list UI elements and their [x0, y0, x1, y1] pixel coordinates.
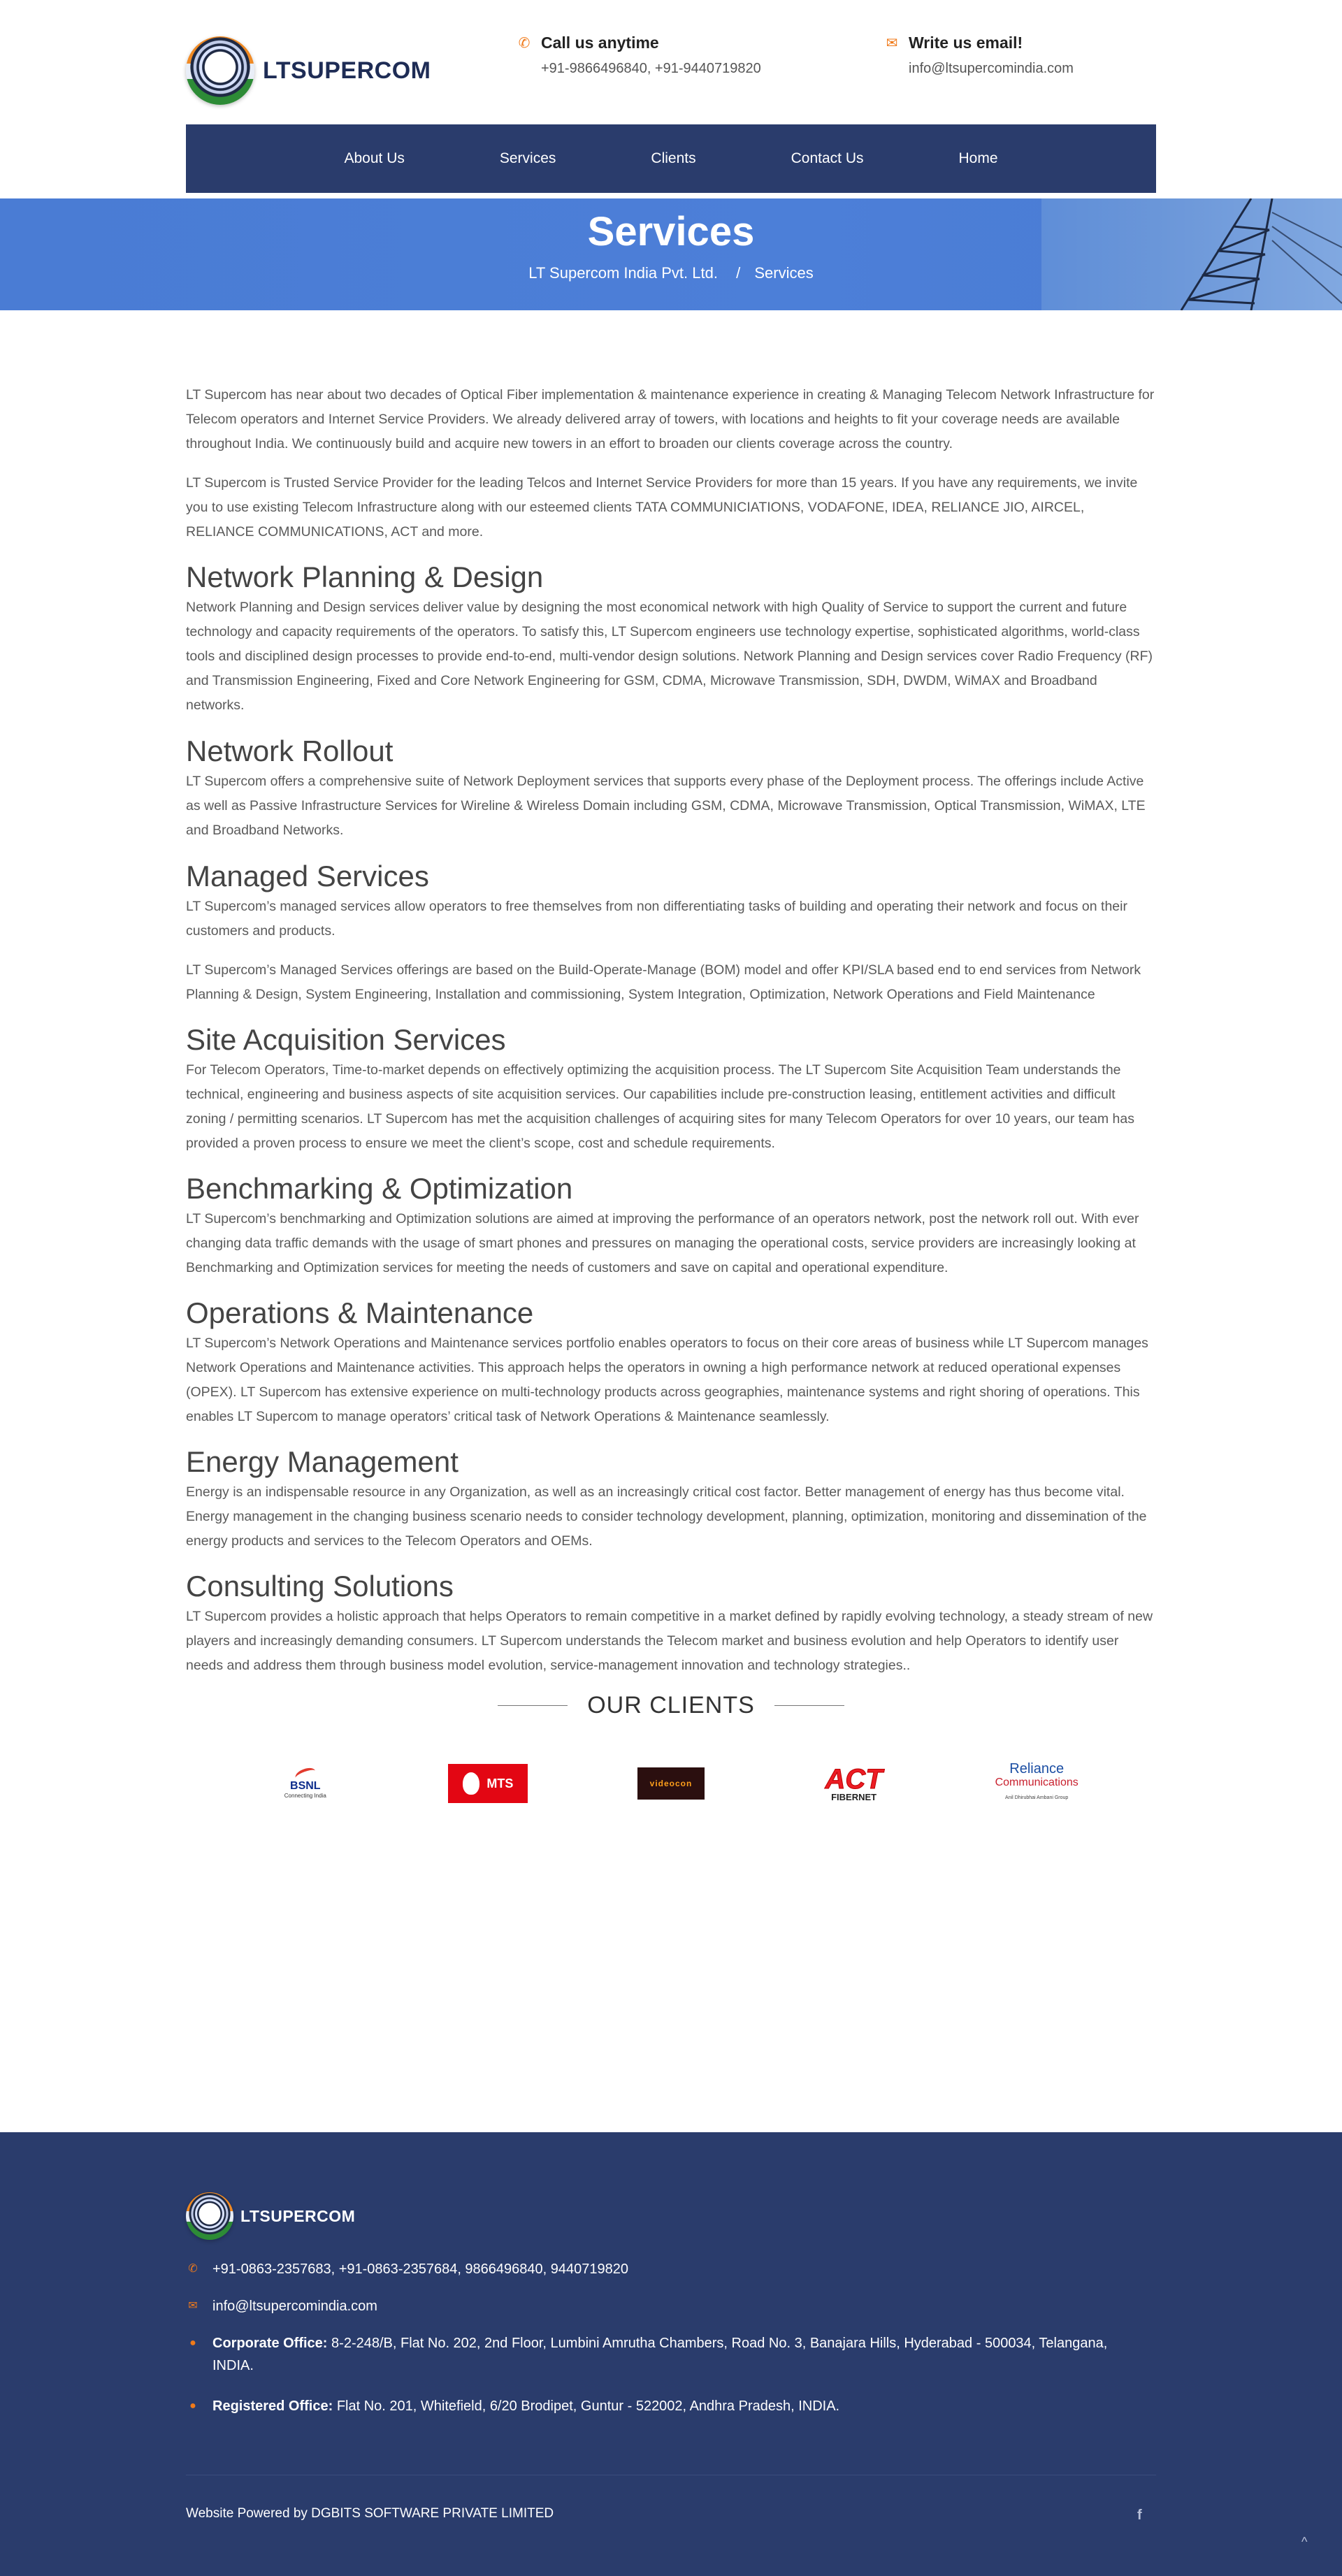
client-logo-videocon[interactable]: [629, 1761, 713, 1806]
section-heading: Benchmarking & Optimization: [186, 1172, 573, 1205]
call-title: Call us anytime: [541, 34, 659, 52]
clients-logos: [186, 1761, 1156, 1806]
nav-home[interactable]: Home: [958, 150, 998, 166]
clients-title: OUR CLIENTS: [587, 1692, 755, 1718]
reliance-group: Anil Dhirubhai Ambani Group: [1005, 1795, 1069, 1800]
brand-name: LTSUPERCOM: [263, 57, 431, 84]
site-footer: [0, 2132, 1342, 2576]
section-paragraph: LT Supercom provides a holistic approach that helps Operators to remain competitive in a market defined by rapidly evolving technology, a steady stream of new players and increasingly demanding consumers. LT Supercom understands the Telecom market and business evolution and help Operators to identify user needs and address them through business model evolution, service-management innovation and technology strategies..: [186, 1609, 1153, 1673]
map-marker-icon: ●: [189, 2400, 196, 2412]
nav-contact-us[interactable]: Contact Us: [791, 150, 864, 166]
site-header: [186, 0, 1156, 124]
heading-rule: [774, 1705, 844, 1706]
footer-email-address[interactable]: info@ltsupercomindia.com: [212, 2299, 377, 2314]
phone-icon: ✆: [518, 36, 531, 51]
intro-paragraph: LT Supercom is Trusted Service Provider for the leading Telcos and Internet Service Providers for more than 15 years. If you have any requirements, we invite you to use existing Telecom Infrastructure along with our esteemed clients TATA COMMUNICIATIONS, VODAFONE, IDEA, RELIANCE JIO, AIRCEL, RELIANCE COMMUNICATIONS, ACT and more.: [186, 475, 1138, 540]
footer-registered-office: [186, 2395, 1156, 2417]
footer-phone-numbers: +91-0863-2357683, +91-0863-2357684, 9866496840, 9440719820: [212, 2262, 628, 2277]
envelope-icon: ✉: [886, 36, 898, 51]
footer-brand-name: LTSUPERCOM: [240, 2206, 356, 2225]
facebook-icon[interactable]: f: [1137, 2508, 1142, 2523]
breadcrumb-current: Services: [754, 264, 814, 282]
bsnl-name: BSNL: [290, 1779, 321, 1792]
logo-emblem-icon: [186, 36, 254, 105]
section-heading: Operations & Maintenance: [186, 1296, 534, 1329]
footer-corporate-office: [186, 2332, 1156, 2377]
clients-heading: [186, 1692, 1156, 1719]
section-paragraph: Energy is an indispensable resource in any Organization, as well as an increasingly critical cost factor. Better management of energy has thus become vital. Energy management in the changing business scenario needs to consider technology development, planning, optimization, monitoring and dissemination of the energy products and services to the Telecom Operators and OEMs.: [186, 1484, 1147, 1549]
reliance-communications: Communications: [995, 1777, 1078, 1788]
breadcrumb-home-link[interactable]: LT Supercom India Pvt. Ltd.: [528, 264, 718, 282]
footer-logo[interactable]: [186, 2192, 355, 2240]
main-content: [186, 310, 1156, 1806]
page-banner: [0, 198, 1342, 310]
client-logo-bsnl[interactable]: [264, 1761, 347, 1806]
registered-label: Registered Office:: [212, 2398, 333, 2414]
section-heading: Consulting Solutions: [186, 1570, 454, 1602]
breadcrumb-separator: /: [736, 264, 741, 282]
client-logo-act[interactable]: [812, 1761, 896, 1806]
section-paragraph: For Telecom Operators, Time-to-market depends on effectively optimizing the acquisition process. The LT Supercom Site Acquisition Team understands the technical, engineering and business aspects of site acquisition services. Our capabilities include pre-construction leasing, entitlement activities and difficult zoning / permitting scenarios. LT Supercom has met the acquisition challenges of acquiring sites for many Telecom Operators for over 10 years, our team has provided a proven process to ensure we meet the client’s scope, cost and schedule requirements.: [186, 1062, 1135, 1151]
section-paragraph: LT Supercom’s Network Operations and Maintenance services portfolio enables operators to focus on their core areas of business while LT Supercom manages Network Operations and Maintenance activities. This approach helps the operators in owning a high performance network at reduced operational expenses (OPEX). LT Supercom has extensive experience on multi-technology products across geographies, maintenance systems and right shoring of operations. This enables LT Supercom to manage operators’ critical task of Network Operations & Maintenance seamlessly.: [186, 1336, 1148, 1424]
section-paragraph: LT Supercom’s managed services allow operators to free themselves from non differentiating tasks of building and operating their network and focus on their customers and products.: [186, 899, 1127, 939]
heading-rule: [498, 1705, 568, 1706]
section-paragraph: LT Supercom’s Managed Services offerings are based on the Build-Operate-Manage (BOM) model and offer KPI/SLA based end to end services from Network Planning & Design, System Engineering, Installation and commissioning, System Integration, Optimization, Network Operations and Field Maintenance: [186, 962, 1141, 1002]
footer-phones: [186, 2258, 1156, 2280]
bsnl-tagline: Connecting India: [284, 1792, 326, 1799]
section-heading: Managed Services: [186, 860, 429, 892]
client-logo-mts[interactable]: [446, 1761, 530, 1806]
email-title: Write us email!: [909, 34, 1023, 52]
section-heading: Site Acquisition Services: [186, 1023, 506, 1056]
call-numbers: +91-9866496840, +91-9440719820: [541, 61, 761, 76]
section-heading: Network Rollout: [186, 735, 394, 767]
intro-paragraph: LT Supercom has near about two decades of Optical Fiber implementation & maintenance experience in creating & Managing Telecom Network Infrastructure for Telecom operators and Internet Service Providers. We already delivered array of towers, with locations and heights to fit your coverage needs are available throughout India. We continuously build and acquire new towers in an effort to broaden our clients coverage across the country.: [186, 387, 1155, 451]
map-marker-icon: ●: [189, 2337, 196, 2349]
registered-address: Flat No. 201, Whitefield, 6/20 Brodipet, Guntur - 522002, Andhra Pradesh, INDIA.: [336, 2398, 840, 2414]
client-logo-reliance[interactable]: [995, 1761, 1078, 1806]
chevron-up-icon[interactable]: ^: [1301, 2535, 1308, 2549]
site-logo[interactable]: [186, 36, 431, 105]
page-title: Services: [587, 209, 755, 254]
nav-about-us[interactable]: About Us: [344, 150, 405, 166]
section-heading: Energy Management: [186, 1445, 459, 1478]
mts-egg-icon: [463, 1772, 479, 1795]
nav-clients[interactable]: Clients: [651, 150, 696, 166]
nav-services[interactable]: Services: [499, 150, 556, 166]
email-address[interactable]: info@ltsupercomindia.com: [909, 61, 1074, 76]
main-nav: [186, 124, 1156, 193]
reliance-name: Reliance: [1009, 1761, 1065, 1777]
section-paragraph: LT Supercom offers a comprehensive suite of Network Deployment services that supports every phase of the Deployment process. The offerings include Active as well as Passive Infrastructure Services for Wireline & Wireless Domain including GSM, CDMA, Microwave Transmission, Optical Transmission, WiMAX, LTE and Broadband Networks.: [186, 774, 1146, 838]
corporate-address: 8-2-248/B, Flat No. 202, 2nd Floor, Lumbini Amrutha Chambers, Road No. 3, Banajara Hills, Hyderabad - 500034, Telangana, INDIA.: [212, 2336, 1108, 2373]
footer-email: [186, 2295, 1156, 2317]
videocon-name: videocon: [637, 1767, 705, 1800]
section-heading: Network Planning & Design: [186, 560, 544, 593]
corporate-label: Corporate Office:: [212, 2336, 328, 2351]
mts-name: MTS: [486, 1776, 514, 1790]
act-name: ACT: [825, 1763, 883, 1795]
phone-icon: ✆: [188, 2263, 198, 2275]
envelope-icon: ✉: [188, 2300, 198, 2312]
email-contact: [885, 34, 1074, 77]
act-fibernet: FIBERNET: [831, 1791, 877, 1802]
call-contact: [517, 34, 761, 77]
section-paragraph: LT Supercom’s benchmarking and Optimization solutions are aimed at improving the performance of an operators network, post the network roll out. With ever changing data traffic demands with the usage of smart phones and pressures on managing the operational costs, service providers are increasingly looking at Benchmarking and Optimization services for meeting the needs of customers and save on capital and operational expenditure.: [186, 1211, 1139, 1275]
breadcrumb: [0, 264, 1342, 282]
powered-by[interactable]: Website Powered by DGBITS SOFTWARE PRIVATE LIMITED: [186, 2506, 554, 2521]
logo-emblem-icon: [186, 2192, 233, 2240]
section-paragraph: Network Planning and Design services deliver value by designing the most economical network with high Quality of Service to support the current and future technology and capacity requirements of the operators. To satisfy this, LT Supercom engineers use technology expertise, sophisticated algorithms, world-class tools and disciplined design processes to provide end-to-end, multi-vendor design solutions. Network Planning and Design services cover Radio Frequency (RF) and Transmission Engineering, Fixed and Core Network Engineering for GSM, CDMA, Microwave Transmission, SDH, DWDM, WiMAX and Broadband networks.: [186, 600, 1153, 713]
